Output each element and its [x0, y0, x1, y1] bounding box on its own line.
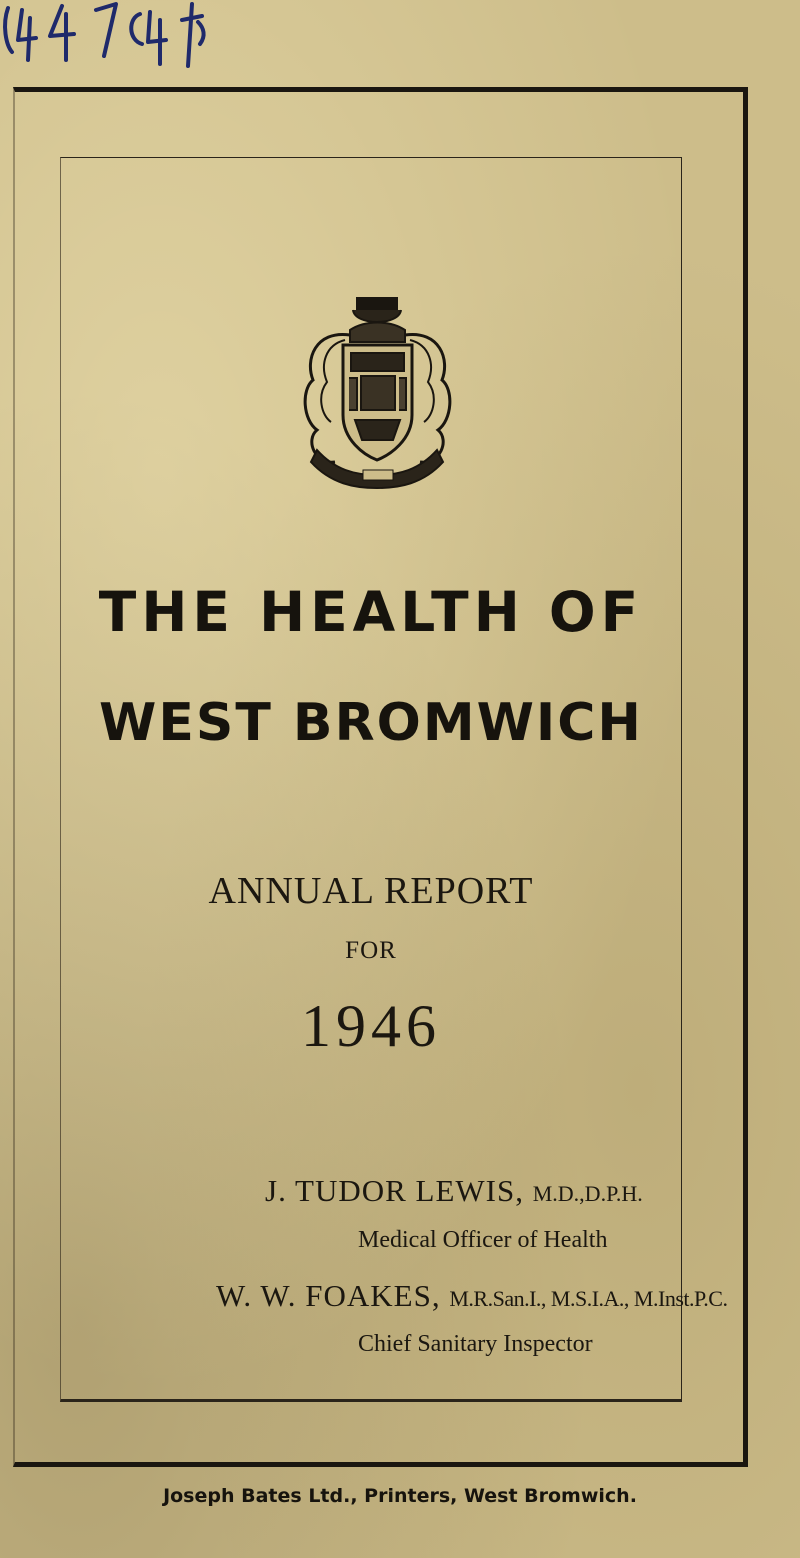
officer-2-role: Chief Sanitary Inspector [358, 1331, 593, 1357]
report-for: FOR [345, 937, 397, 964]
title-line-2: WEST BROMWICH [99, 693, 643, 753]
printer-imprint: Joseph Bates Ltd., Printers, West Bromwich. [163, 1485, 637, 1507]
officer-1-name-line [265, 1175, 643, 1206]
report-year: 1946 [301, 993, 441, 1059]
borough-coat-of-arms-icon [295, 290, 460, 490]
officer-2-name: W. W. FOAKES, [216, 1278, 441, 1313]
officer-1-role: Medical Officer of Health [358, 1227, 608, 1253]
officer-1-qualifications: M.D.,D.P.H. [532, 1181, 643, 1206]
handwritten-catalogue-mark [0, 0, 340, 70]
officer-2-name-line [216, 1280, 727, 1311]
officer-2-qualifications: M.R.San.I., M.S.I.A., M.Inst.P.C. [449, 1286, 728, 1311]
title-line-1: THE HEALTH OF [98, 580, 644, 644]
officer-1-name: J. TUDOR LEWIS, [265, 1173, 524, 1208]
report-title: ANNUAL REPORT [208, 870, 534, 912]
